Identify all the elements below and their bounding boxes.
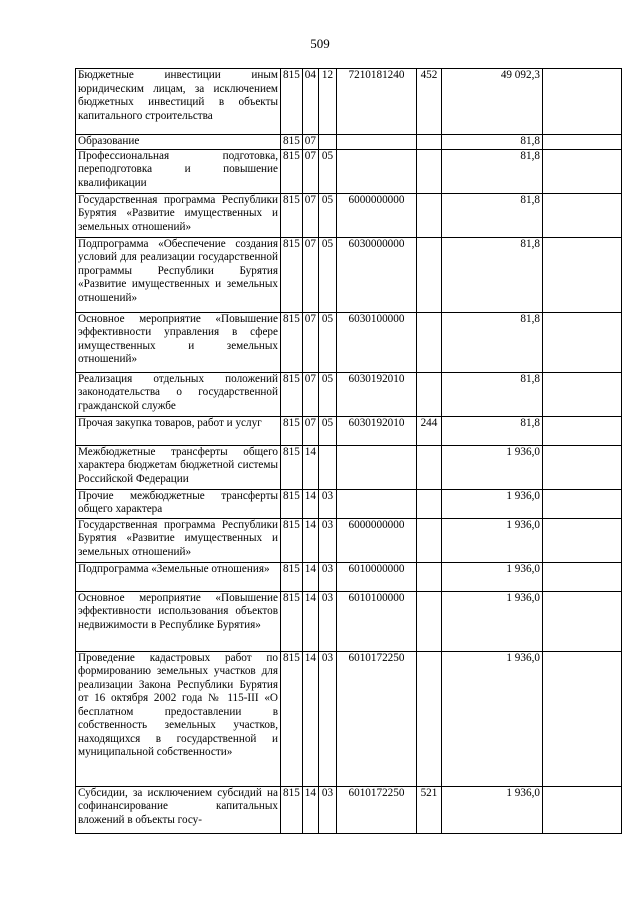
- subsection-code: 05: [318, 312, 336, 372]
- subsection-code: 05: [318, 416, 336, 445]
- target-article-code: [336, 149, 416, 193]
- empty-cell: [542, 786, 621, 833]
- subsection-code: 05: [318, 149, 336, 193]
- section-code: 14: [302, 518, 318, 562]
- empty-cell: [542, 445, 621, 489]
- expense-type-code: [416, 135, 441, 150]
- empty-cell: [542, 562, 621, 591]
- target-article-code: [336, 135, 416, 150]
- section-code: 07: [302, 312, 318, 372]
- section-code: 14: [302, 786, 318, 833]
- amount-value: 1 936,0: [441, 445, 542, 489]
- amount-value: 81,8: [441, 149, 542, 193]
- subsection-code: 03: [318, 591, 336, 651]
- subsection-code: 03: [318, 786, 336, 833]
- target-article-code: [336, 489, 416, 518]
- target-article-code: 6030192010: [336, 416, 416, 445]
- ministry-code: 815: [281, 591, 303, 651]
- amount-value: 1 936,0: [441, 591, 542, 651]
- section-code: 07: [302, 237, 318, 312]
- target-article-code: 7210181240: [336, 69, 416, 135]
- target-article-code: [336, 445, 416, 489]
- row-name: Профессиональная подготовка, переподготовка и повышение квалификации: [76, 149, 281, 193]
- expense-type-code: [416, 312, 441, 372]
- row-name: Прочая закупка товаров, работ и услуг: [76, 416, 281, 445]
- section-code: 14: [302, 445, 318, 489]
- amount-value: 81,8: [441, 312, 542, 372]
- ministry-code: 815: [281, 69, 303, 135]
- subsection-code: 03: [318, 651, 336, 786]
- expense-type-code: [416, 518, 441, 562]
- empty-cell: [542, 489, 621, 518]
- amount-value: 1 936,0: [441, 562, 542, 591]
- page-number: 509: [310, 36, 330, 51]
- target-article-code: 6010172250: [336, 786, 416, 833]
- table-row: [76, 69, 622, 135]
- budget-table: [75, 68, 622, 834]
- expense-type-code: 244: [416, 416, 441, 445]
- ministry-code: 815: [281, 193, 303, 237]
- table-row: [76, 591, 622, 651]
- row-name: Бюджетные инвестиции иным юридическим лицам, за исключением бюджетных инвестиций в объекты капитального строительства: [76, 69, 281, 135]
- expense-type-code: [416, 193, 441, 237]
- ministry-code: 815: [281, 149, 303, 193]
- table-row: [76, 786, 622, 833]
- amount-value: 81,8: [441, 193, 542, 237]
- target-article-code: 6010000000: [336, 562, 416, 591]
- empty-cell: [542, 416, 621, 445]
- row-name: Межбюджетные трансферты общего характера бюджетам бюджетной системы Российской Федерации: [76, 445, 281, 489]
- empty-cell: [542, 135, 621, 150]
- empty-cell: [542, 372, 621, 416]
- empty-cell: [542, 69, 621, 135]
- expense-type-code: [416, 237, 441, 312]
- expense-type-code: [416, 149, 441, 193]
- ministry-code: 815: [281, 562, 303, 591]
- table-row: [76, 193, 622, 237]
- row-name: Субсидии, за исключением субсидий на софинансирование капитальных вложений в объекты госу-: [76, 786, 281, 833]
- empty-cell: [542, 651, 621, 786]
- subsection-code: 12: [318, 69, 336, 135]
- section-code: 07: [302, 416, 318, 445]
- row-name: Реализация отдельных положений законодательства о государственной гражданской службе: [76, 372, 281, 416]
- expense-type-code: [416, 445, 441, 489]
- target-article-code: 6030192010: [336, 372, 416, 416]
- row-name: Образование: [76, 135, 281, 150]
- section-code: 14: [302, 562, 318, 591]
- amount-value: 1 936,0: [441, 651, 542, 786]
- empty-cell: [542, 518, 621, 562]
- table-row: [76, 372, 622, 416]
- target-article-code: 6010100000: [336, 591, 416, 651]
- expense-type-code: 452: [416, 69, 441, 135]
- table-row: [76, 562, 622, 591]
- table-row: [76, 135, 622, 150]
- target-article-code: 6010172250: [336, 651, 416, 786]
- row-name: Проведение кадастровых работ по формированию земельных участков для реализации Закона Республики Бурятия от 16 октября 2002 года № 115-III «О бесплатном предоставлении в собственность земельных участков, находящихся в государственной и муниципальной собственности»: [76, 651, 281, 786]
- expense-type-code: [416, 591, 441, 651]
- ministry-code: 815: [281, 237, 303, 312]
- row-name: Прочие межбюджетные трансферты общего характера: [76, 489, 281, 518]
- subsection-code: [318, 135, 336, 150]
- section-code: 07: [302, 149, 318, 193]
- row-name: Подпрограмма «Земельные отношения»: [76, 562, 281, 591]
- amount-value: 49 092,3: [441, 69, 542, 135]
- row-name: Основное мероприятие «Повышение эффективности использования объектов недвижимости в Республике Бурятия»: [76, 591, 281, 651]
- subsection-code: [318, 445, 336, 489]
- target-article-code: 6000000000: [336, 518, 416, 562]
- row-name: Основное мероприятие «Повышение эффективности управления в сфере имущественных и земельных отношений»: [76, 312, 281, 372]
- amount-value: 81,8: [441, 372, 542, 416]
- expense-type-code: [416, 372, 441, 416]
- amount-value: 1 936,0: [441, 489, 542, 518]
- ministry-code: 815: [281, 518, 303, 562]
- row-name: Подпрограмма «Обеспечение создания условий для реализации государственной программы Республики Бурятия «Развитие имущественных и земельных отношений»: [76, 237, 281, 312]
- empty-cell: [542, 591, 621, 651]
- expense-type-code: [416, 651, 441, 786]
- ministry-code: 815: [281, 416, 303, 445]
- table-row: [76, 651, 622, 786]
- row-name: Государственная программа Республики Бурятия «Развитие имущественных и земельных отношений»: [76, 518, 281, 562]
- section-code: 14: [302, 591, 318, 651]
- subsection-code: 03: [318, 489, 336, 518]
- empty-cell: [542, 193, 621, 237]
- ministry-code: 815: [281, 489, 303, 518]
- subsection-code: 05: [318, 237, 336, 312]
- subsection-code: 05: [318, 193, 336, 237]
- section-code: 14: [302, 651, 318, 786]
- section-code: 14: [302, 489, 318, 518]
- amount-value: 1 936,0: [441, 786, 542, 833]
- row-name: Государственная программа Республики Бурятия «Развитие имущественных и земельных отношений»: [76, 193, 281, 237]
- ministry-code: 815: [281, 786, 303, 833]
- subsection-code: 03: [318, 562, 336, 591]
- section-code: 04: [302, 69, 318, 135]
- target-article-code: 6030000000: [336, 237, 416, 312]
- expense-type-code: [416, 562, 441, 591]
- table-row: [76, 489, 622, 518]
- table-row: [76, 416, 622, 445]
- table-row: [76, 149, 622, 193]
- target-article-code: 6000000000: [336, 193, 416, 237]
- ministry-code: 815: [281, 651, 303, 786]
- amount-value: 81,8: [441, 135, 542, 150]
- subsection-code: 05: [318, 372, 336, 416]
- section-code: 07: [302, 193, 318, 237]
- empty-cell: [542, 312, 621, 372]
- section-code: 07: [302, 135, 318, 150]
- empty-cell: [542, 237, 621, 312]
- ministry-code: 815: [281, 312, 303, 372]
- table-row: [76, 445, 622, 489]
- table-row: [76, 237, 622, 312]
- amount-value: 81,8: [441, 416, 542, 445]
- table-row: [76, 518, 622, 562]
- ministry-code: 815: [281, 135, 303, 150]
- target-article-code: 6030100000: [336, 312, 416, 372]
- section-code: 07: [302, 372, 318, 416]
- amount-value: 81,8: [441, 237, 542, 312]
- empty-cell: [542, 149, 621, 193]
- table-row: [76, 312, 622, 372]
- expense-type-code: [416, 489, 441, 518]
- ministry-code: 815: [281, 445, 303, 489]
- subsection-code: 03: [318, 518, 336, 562]
- ministry-code: 815: [281, 372, 303, 416]
- amount-value: 1 936,0: [441, 518, 542, 562]
- expense-type-code: 521: [416, 786, 441, 833]
